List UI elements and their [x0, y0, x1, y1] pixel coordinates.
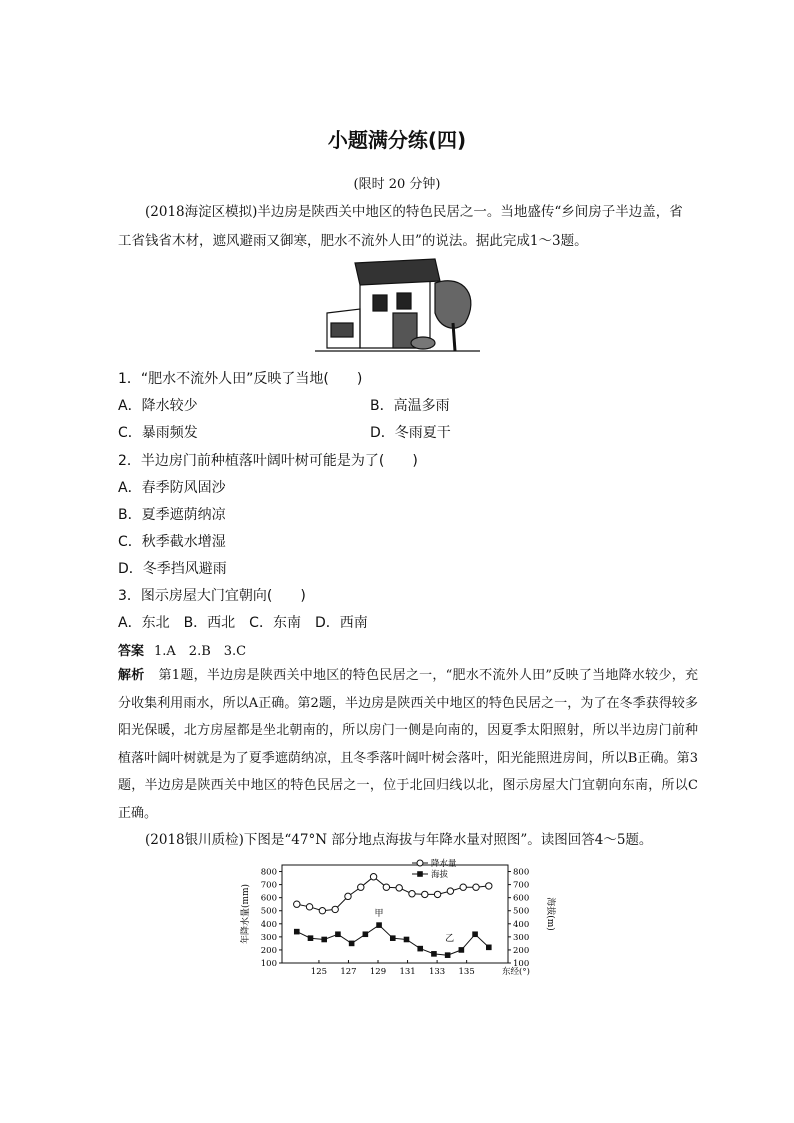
x-tick-label: 127	[340, 967, 357, 977]
elevation-point	[376, 922, 382, 928]
x-tick-label: 129	[369, 967, 387, 977]
legend-label-elevation: 海拔	[431, 870, 449, 880]
precipitation-point	[332, 906, 338, 912]
elevation-point	[472, 931, 478, 937]
x-tick-label: 131	[399, 967, 416, 977]
q1-option-b[interactable]: B．高温多雨	[370, 398, 450, 414]
plot-frame	[282, 865, 508, 963]
precipitation-point	[434, 891, 440, 897]
y-tick-label-left: 700	[260, 880, 277, 891]
elevation-point	[294, 929, 300, 935]
y-tick-label-left: 200	[260, 945, 277, 956]
q2-option-c[interactable]: C．秋季截水增湿	[118, 534, 226, 550]
question-2: 2．半边房门前种植落叶阔叶树可能是为了( )	[118, 453, 418, 469]
precipitation-point	[383, 884, 389, 890]
y-tick-label-right: 300	[513, 932, 530, 943]
y-tick-label-left: 500	[260, 906, 277, 917]
y-tick-label-left: 600	[260, 893, 277, 904]
precipitation-point	[345, 893, 351, 899]
legend-marker-precipitation	[417, 860, 423, 866]
answer-line	[118, 640, 246, 659]
half-house-illustration	[315, 253, 480, 358]
elevation-point	[417, 946, 423, 952]
precipitation-point	[460, 884, 466, 890]
precipitation-point	[422, 891, 428, 897]
y-tick-label-right: 700	[513, 880, 530, 891]
precipitation-point	[409, 891, 415, 897]
y-tick-label-right: 400	[513, 919, 530, 930]
precipitation-point	[486, 883, 492, 889]
analysis-text: 第1题，半边房是陕西关中地区的特色民居之一，“肥水不流外人田”反映了当地降水较少，充分收集利用雨水，所以A正确。第2题，半边房是陕西关中地区的特色民居之一，为了在冬季获得较多阳光保暖，北方房屋都是坐北朝南的，所以房门一侧是向南的，因夏季太阳照射，所以半边房门前种植落叶阔叶树就是为了夏季遮荫纳凉，且冬季落叶阔叶树会落叶，阳光能照进房间，所以B正确。第3题，半边房是陕西关中地区的特色民居之一，位于北回归线以北，图示房屋大门宜朝向东南，所以C正确。	[118, 668, 698, 821]
y-tick-label-right: 600	[513, 893, 530, 904]
answer-text: 1.A 2.B 3.C	[154, 644, 247, 659]
x-tick-label: 135	[458, 967, 475, 977]
y-tick-label-right: 100	[513, 959, 530, 969]
annotation-jia: 甲	[374, 909, 384, 920]
elevation-point	[363, 931, 369, 937]
time-limit: (限时 20 分钟)	[353, 177, 441, 192]
elevation-point	[321, 937, 327, 943]
intro-paragraph-2: (2018银川质检)下图是“47°N 部分地点海拔与年降水量对照图”。读图回答4～5题。	[145, 832, 653, 848]
elevation-point	[308, 935, 314, 941]
precipitation-point	[319, 908, 325, 914]
page-title: 小题满分练(四)	[327, 128, 467, 152]
y-tick-label-right: 800	[513, 867, 530, 878]
q2-option-a[interactable]: A．春季防风固沙	[118, 480, 226, 496]
series-precipitation-line	[297, 877, 489, 911]
legend-label-precipitation: 降水量	[431, 859, 457, 869]
precipitation-point	[358, 884, 364, 890]
y-tick-label-right: 500	[513, 906, 530, 917]
precipitation-point	[473, 884, 479, 890]
analysis-label: 解析	[118, 668, 145, 683]
elevation-point	[349, 941, 355, 947]
y-axis-label-left: 年降水量(mm)	[241, 883, 251, 945]
elevation-point	[390, 935, 396, 941]
elevation-point	[335, 931, 341, 937]
precipitation-point	[396, 885, 402, 891]
elevation-precipitation-chart	[238, 855, 558, 985]
q1-option-d[interactable]: D．冬雨夏干	[370, 425, 451, 441]
y-tick-label-left: 100	[260, 959, 277, 969]
intro-paragraph-1: (2018海淀区模拟)半边房是陕西关中地区的特色民居之一。当地盛传“乡间房子半边盖，省工省钱省木材，遮风避雨又御寒，肥水不流外人田”的说法。据此完成1～3题。	[118, 204, 683, 249]
annotation-yi: 乙	[445, 934, 455, 945]
precipitation-point	[294, 901, 300, 907]
x-tick-label: 125	[310, 967, 328, 977]
elevation-point	[486, 945, 492, 951]
elevation-point	[404, 937, 410, 943]
y-axis-label-right: 海拔(m)	[545, 897, 555, 931]
y-tick-label-right: 200	[513, 945, 530, 956]
y-tick-label-left: 400	[260, 919, 277, 930]
question-3: 3．图示房屋大门宜朝向( )	[118, 588, 306, 604]
question-1: 1．“肥水不流外人田”反映了当地( )	[118, 371, 363, 387]
q3-options[interactable]: A．东北 B．西北 C．东南 D．西南	[118, 615, 368, 631]
legend-marker-elevation	[417, 871, 423, 877]
y-tick-label-left: 300	[260, 932, 277, 943]
y-tick-label-left: 800	[260, 867, 277, 878]
elevation-point	[459, 947, 465, 953]
x-axis-label: 东经(°)	[502, 967, 530, 977]
precipitation-point	[447, 888, 453, 894]
q1-option-a[interactable]: A．降水较少	[118, 398, 198, 414]
q2-option-b[interactable]: B．夏季遮荫纳凉	[118, 507, 226, 523]
answer-label: 答案	[118, 644, 145, 659]
elevation-point	[431, 951, 437, 957]
analysis-paragraph	[118, 662, 698, 827]
q1-option-c[interactable]: C．暴雨频发	[118, 425, 198, 441]
q2-option-d[interactable]: D．冬季挡风避雨	[118, 561, 227, 577]
precipitation-point	[306, 904, 312, 910]
precipitation-point	[370, 874, 376, 880]
elevation-point	[445, 952, 451, 958]
x-tick-label: 133	[428, 967, 446, 977]
